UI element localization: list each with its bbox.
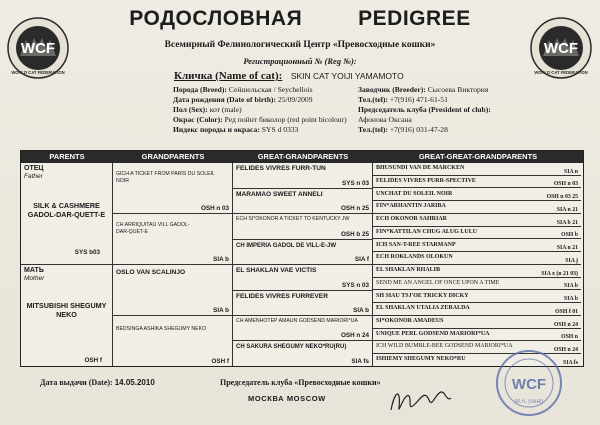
- organization-name: Всемирный Фелинологический Центр «Превосходные кошки»: [164, 40, 436, 50]
- svg-text:WCF: WCF: [511, 376, 547, 393]
- great-grandparent-6: FELIDES VIVRES FURREVER SIA b: [233, 291, 373, 317]
- grandparent-3: OSLO VAN SCALINJO SIA b: [113, 265, 233, 316]
- tel2-value: +7(916) 031-47-28: [389, 125, 448, 134]
- signature-label: Председатель клуба «Превосходные кошки»: [220, 378, 381, 387]
- great-grandparent-2: MARAMAO SWEET ANNELI OSH n 25: [233, 189, 373, 215]
- breeder-details: [358, 85, 491, 135]
- document-title: [0, 7, 600, 31]
- tel1-value: +7(916) 471-61-51: [389, 95, 448, 104]
- great-grandparent-8: CH SAKURA SHEGUMY NEKO*RU(RU) SIA fs: [233, 341, 373, 366]
- breeder-label: Заводчик (Breeder):: [358, 85, 426, 94]
- grandparent-1: GICH A TICKET FROM PARIS DU SOLEIL NOIR OSH n 03: [113, 163, 233, 214]
- great-grandparent-4: CH IMPERIA GADOL DE VILL-E-JW SIA f: [233, 240, 373, 266]
- color-value: Ред пойнт биколор (red point bicolour): [224, 115, 347, 124]
- parent-father: [21, 163, 113, 265]
- ggg-14: UNIQUE PERL GODSEND MARIORI*UA OSH n: [373, 329, 581, 342]
- tel1-label: Тел.(tel):: [358, 95, 388, 104]
- signature-icon: [385, 382, 455, 418]
- ggg-13: SI*OKONOR AMADEUS OSH n 24: [373, 316, 581, 329]
- president-value: Афонова Оксана: [358, 115, 412, 124]
- svg-text:WORLD CAT FEDERATION: WORLD CAT FEDERATION: [11, 70, 65, 75]
- ggg-9: EL SHAKLAN RHALIB SIA x (n 21 03): [373, 265, 581, 278]
- sex-value: кот (male): [209, 105, 242, 114]
- svg-text:WCF: WCF: [20, 40, 56, 57]
- ggg-3: UNCHAT DU SOLEIL NOIR OSH n 03 25: [373, 189, 581, 202]
- great-grandparent-5: EL SHAKLAN VAE VICTIS SYS n 03: [233, 265, 373, 291]
- cat-details: [173, 85, 347, 135]
- issue-date: [40, 378, 155, 387]
- ggg-15: ICH WILD BUMBLE-BEE GODSEND MARIORI*UA OSH n 24: [373, 341, 581, 354]
- issue-label: Дата выдачи (Date):: [40, 378, 113, 387]
- ggg-6: FIN*KATTILAN CHUG ALUG LULU OSH b: [373, 227, 581, 240]
- pedigree-table: [20, 150, 584, 367]
- header-parents: PARENTS: [21, 151, 113, 163]
- title-en: PEDIGREE: [358, 7, 471, 30]
- header-grandparents: GRANDPARENTS: [113, 151, 233, 163]
- father-reg: SYS b03: [74, 249, 100, 256]
- header-great-grandparents: GREAT-GRANDPARENTS: [233, 151, 373, 163]
- ggg-1: BHUSUNDI VAN DE MARCKEN SIA n: [373, 163, 581, 176]
- dob-label: Дата рождения (Date of birth):: [173, 95, 276, 104]
- father-name: SILK & CASHMERE GADOL-DAR-QUETT-E: [27, 201, 106, 219]
- city-line: МОСКВА MOSCOW: [248, 394, 326, 403]
- ggg-2: FELIDES VIVRES PURR-SPECTIVE OSH n 03: [373, 176, 581, 189]
- ggg-7: ICH SAN-T-REE STARMANP SIA n 21: [373, 240, 581, 253]
- title-ru: РОДОСЛОВНАЯ: [129, 7, 303, 30]
- great-grandparent-7: CH AMENHOTEP AMAUN GODSEND MARIORI*UA OSH n 24: [233, 316, 373, 341]
- sex-label: Пол (Sex):: [173, 105, 208, 114]
- code-label: Индекс породы и окраса:: [173, 125, 260, 134]
- svg-text:M.n. (seal): M.n. (seal): [514, 399, 544, 405]
- breed-value: Сейшельская / Seychellois: [228, 85, 313, 94]
- grandparent-2: CH ARRIQUITAU VILL GADOL-DAR-QUET-E SIA b: [113, 214, 233, 265]
- mother-reg: OSH f: [84, 357, 102, 364]
- color-label: Окрас (Color):: [173, 115, 223, 124]
- cat-name-value: SKIN CAT YOIJI YAMAMOTO: [290, 71, 404, 81]
- grandparent-4: BEDSINGA ASHIKA SHEGUMY NEKO OSH f: [113, 316, 233, 366]
- ggg-5: ECH OKONOR SAHRIAR SIA b 21: [373, 214, 581, 227]
- ggg-4: FIN*ARHANTIN JARIBA SIA n 21: [373, 201, 581, 214]
- parent-mother: [21, 265, 113, 366]
- ggg-16: ISHIEMY SHEGUMY NEKO*RU SIA fs: [376, 355, 578, 366]
- mother-name: MITSUBISHI SHEGUMY NEKO: [26, 301, 107, 319]
- svg-text:WCF: WCF: [543, 40, 579, 57]
- code-value: SYS d 0333: [261, 125, 299, 134]
- club-stamp-icon: [494, 348, 564, 418]
- ggg-12: EL SHAKLAN UTALIA ZERALDA OSH f 01: [373, 303, 581, 316]
- mother-role: МАТЬ Mother: [24, 267, 45, 282]
- ggg-8: ECH ROKLANDS OLOKUN SIA j: [373, 252, 581, 265]
- svg-text:WORLD CAT FEDERATION: WORLD CAT FEDERATION: [534, 70, 588, 75]
- tel2-label: Тел.(tel):: [358, 125, 388, 134]
- header-great-great-grandparents: GREAT-GREAT-GRANDPARENTS: [373, 151, 583, 163]
- great-grandparent-3: ECH SI*OKONOR A TICKET TO KENTUCKY JW OSH b 25: [233, 214, 373, 240]
- cat-name-label: Кличка (Name of cat):: [174, 70, 283, 82]
- great-grandparent-1: FELIDES VIVRES FURR-TUN SYS n 03: [233, 163, 373, 189]
- breed-label: Порода (Breed):: [173, 85, 227, 94]
- ggg-10: SEND ME AN ANGEL OF ONCE UPON A TIME SIA b: [373, 278, 581, 291]
- ggg-11: SH SIAU TSJ'OE TRICKY DICKY SIA b: [373, 291, 581, 304]
- registration-line: Регистрационный № (Reg №):: [243, 56, 357, 66]
- cat-name-line: [174, 70, 404, 82]
- father-role: ОТЕЦ Father: [24, 165, 44, 180]
- dob-value: 25/09/2009: [277, 95, 313, 104]
- issue-value: 14.05.2010: [114, 378, 155, 387]
- breeder-value: Сысоева Виктория: [427, 85, 489, 94]
- president-label: Председатель клуба (President of club):: [358, 105, 491, 114]
